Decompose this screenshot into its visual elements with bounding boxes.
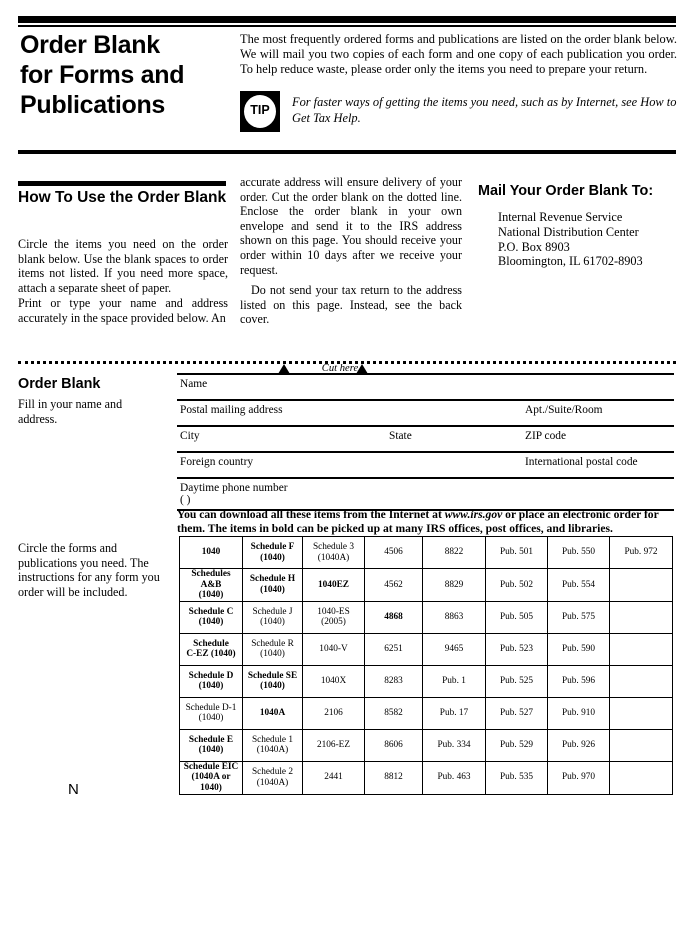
form-item-cell[interactable]: Pub. 529	[486, 729, 548, 761]
phone-parens: ( )	[180, 494, 191, 506]
form-item-cell[interactable]: 2106	[303, 697, 365, 729]
howto-paragraph-2: Print or type your name and address accurately in the space provided below. An	[18, 296, 228, 325]
form-item-cell[interactable]: Pub. 525	[486, 665, 548, 697]
top-thin-rule	[18, 25, 676, 27]
table-row	[180, 601, 673, 633]
blank-cell[interactable]	[610, 569, 673, 602]
table-row	[180, 729, 673, 761]
download-note-line1-post: or place an electronic order for them.	[177, 508, 659, 535]
masthead-intro-text: The most frequently ordered forms and publications are listed on the order blank below. We will mail you two copies of each form and one copy of each publication you order. To help reduce waste, please order only the items you need to prepare your return.	[240, 32, 677, 77]
irs-url: www.irs.gov	[444, 508, 503, 521]
masthead-divider-rule	[18, 150, 676, 154]
form-item-cell[interactable]: 2441	[303, 761, 365, 794]
order-blank-heading: Order Blank	[18, 376, 101, 392]
form-row-postal-address[interactable]	[177, 399, 674, 425]
form-item-cell[interactable]: 6251	[365, 633, 423, 665]
form-item-cell[interactable]: Pub. 910	[548, 697, 610, 729]
form-item-cell[interactable]: 8822	[423, 537, 486, 569]
form-item-cell[interactable]: Pub. 554	[548, 569, 610, 602]
table-row	[180, 697, 673, 729]
form-row-daytime-phone[interactable]	[177, 477, 674, 509]
label-daytime-phone-number: Daytime phone number	[180, 482, 288, 494]
form-item-cell[interactable]: 4868	[365, 601, 423, 633]
blank-cell[interactable]	[610, 697, 673, 729]
mail-to-line-4: Bloomington, IL 61702-8903	[498, 254, 643, 269]
form-item-cell[interactable]: Pub. 972	[610, 537, 673, 569]
form-item-cell[interactable]: Pub. 926	[548, 729, 610, 761]
mail-to-line-1: Internal Revenue Service	[498, 210, 623, 224]
address-form	[177, 373, 674, 511]
form-item-cell[interactable]: 8863	[423, 601, 486, 633]
form-item-cell[interactable]: Pub. 505	[486, 601, 548, 633]
blank-cell[interactable]	[610, 729, 673, 761]
download-note-line2: The items in bold can be picked up at many IRS offices, post offices, and libraries.	[207, 521, 613, 535]
form-item-cell[interactable]: Pub. 970	[548, 761, 610, 794]
cut-here-label: Cut here	[321, 363, 359, 374]
page-title: Order Blank for Forms and Publications	[20, 31, 185, 119]
form-item-cell[interactable]: Schedule H (1040)	[243, 569, 303, 602]
mail-to-line-3: P.O. Box 8903	[498, 239, 570, 254]
form-item-cell[interactable]: Schedule 1 (1040A)	[243, 729, 303, 761]
form-item-cell[interactable]: 1040EZ	[303, 569, 365, 602]
mail-to-address	[498, 210, 688, 269]
table-row	[180, 761, 673, 794]
form-item-cell[interactable]: Schedule 2 (1040A)	[243, 761, 303, 794]
form-item-cell[interactable]: 8606	[365, 729, 423, 761]
form-item-cell[interactable]: 1040A	[243, 697, 303, 729]
howto-heading: How To Use the Order Blank	[18, 189, 227, 206]
form-item-cell[interactable]: Schedule R (1040)	[243, 633, 303, 665]
label-apt-suite-room: Apt./Suite/Room	[525, 404, 603, 416]
form-item-cell[interactable]: 8283	[365, 665, 423, 697]
form-item-cell[interactable]: 8812	[365, 761, 423, 794]
form-item-cell[interactable]: Schedule 3 (1040A)	[303, 537, 365, 569]
form-item-cell[interactable]: Pub. 334	[423, 729, 486, 761]
tip-icon	[240, 91, 280, 132]
blank-cell[interactable]	[610, 601, 673, 633]
tip-note-text: For faster ways of getting the items you need, such as by Internet, see How to Get Tax Help.	[292, 95, 677, 125]
form-item-cell[interactable]: 8582	[365, 697, 423, 729]
tip-label: TIP	[250, 103, 270, 117]
form-item-cell[interactable]: Pub. 501	[486, 537, 548, 569]
download-note-line1-pre: You can download all these items from the Internet at	[177, 508, 445, 521]
form-item-cell[interactable]: Schedule C (1040)	[180, 601, 243, 633]
label-zip-code: ZIP code	[525, 430, 567, 442]
form-item-cell[interactable]: Schedule F (1040)	[243, 537, 303, 569]
form-item-cell[interactable]: Schedule EIC (1040A or 1040)	[180, 761, 243, 794]
order-blank-subtext: Fill in your name and address.	[18, 397, 123, 426]
form-row-city-state-zip[interactable]	[177, 425, 674, 451]
forms-publications-table	[179, 536, 673, 795]
form-item-cell[interactable]: 1040-V	[303, 633, 365, 665]
blank-cell[interactable]	[610, 761, 673, 794]
label-name: Name	[180, 378, 208, 390]
form-item-cell[interactable]: 4562	[365, 569, 423, 602]
mail-to-heading: Mail Your Order Blank To:	[478, 183, 654, 199]
table-row	[180, 569, 673, 602]
blank-cell[interactable]	[610, 665, 673, 697]
form-row-foreign-country[interactable]	[177, 451, 674, 477]
blank-cell[interactable]	[610, 633, 673, 665]
middle-paragraph-1: accurate address will ensure delivery of your order. Cut the order blank on the dotted line. Enclose the order blank in your own envelope and send it to the IRS address shown on this page. You should receive your order within 10 days after we receive your request.	[240, 175, 462, 277]
form-item-cell[interactable]: 1040-ES (2005)	[303, 601, 365, 633]
label-postal-mailing-address: Postal mailing address	[180, 404, 283, 416]
middle-paragraph-2: Do not send your tax return to the address listed on this page. Instead, see the back cover.	[240, 283, 462, 327]
label-foreign-country: Foreign country	[180, 456, 254, 468]
form-item-cell[interactable]: Schedules A&B (1040)	[180, 569, 243, 602]
form-item-cell[interactable]: Pub. 550	[548, 537, 610, 569]
form-item-cell[interactable]: Pub. 596	[548, 665, 610, 697]
mail-to-line-2: National Distribution Center	[498, 224, 639, 239]
table-row	[180, 537, 673, 569]
form-row-name[interactable]	[177, 373, 674, 399]
form-item-cell[interactable]: Pub. 463	[423, 761, 486, 794]
form-item-cell[interactable]: 8829	[423, 569, 486, 602]
form-item-cell[interactable]: 1040X	[303, 665, 365, 697]
form-item-cell[interactable]: Schedule J (1040)	[243, 601, 303, 633]
form-item-cell[interactable]: 2106-EZ	[303, 729, 365, 761]
howto-column-rule	[18, 181, 226, 186]
label-city: City	[180, 430, 200, 442]
form-item-cell[interactable]: 1040	[180, 537, 243, 569]
form-item-cell[interactable]: Schedule SE (1040)	[243, 665, 303, 697]
form-item-cell[interactable]: Pub. 575	[548, 601, 610, 633]
table-row	[180, 633, 673, 665]
table-row	[180, 665, 673, 697]
label-international-postal-code: International postal code	[525, 456, 638, 468]
download-note	[177, 508, 675, 535]
howto-paragraph-1: Circle the items you need on the order blank below. Use the blank spaces to order items not listed. If you need more space, attach a separate sheet of paper.	[18, 237, 228, 295]
circle-forms-note: Circle the forms and publications you need. The instructions for any form you order will be included.	[18, 541, 160, 599]
form-item-cell[interactable]: Pub. 527	[486, 697, 548, 729]
form-item-cell[interactable]: Pub. 502	[486, 569, 548, 602]
form-item-cell[interactable]: Pub. 535	[486, 761, 548, 794]
top-thick-rule	[18, 16, 676, 23]
form-item-cell[interactable]: Schedule C-EZ (1040)	[180, 633, 243, 665]
form-item-cell[interactable]: Pub. 1	[423, 665, 486, 697]
form-item-cell[interactable]: Schedule D (1040)	[180, 665, 243, 697]
form-item-cell[interactable]: Pub. 590	[548, 633, 610, 665]
forms-table-body	[180, 537, 673, 795]
page-mark: N	[68, 781, 79, 798]
form-item-cell[interactable]: Schedule D-1 (1040)	[180, 697, 243, 729]
form-item-cell[interactable]: Schedule E (1040)	[180, 729, 243, 761]
form-item-cell[interactable]: Pub. 17	[423, 697, 486, 729]
label-state: State	[389, 430, 412, 442]
form-item-cell[interactable]: 4506	[365, 537, 423, 569]
form-item-cell[interactable]: 9465	[423, 633, 486, 665]
form-item-cell[interactable]: Pub. 523	[486, 633, 548, 665]
